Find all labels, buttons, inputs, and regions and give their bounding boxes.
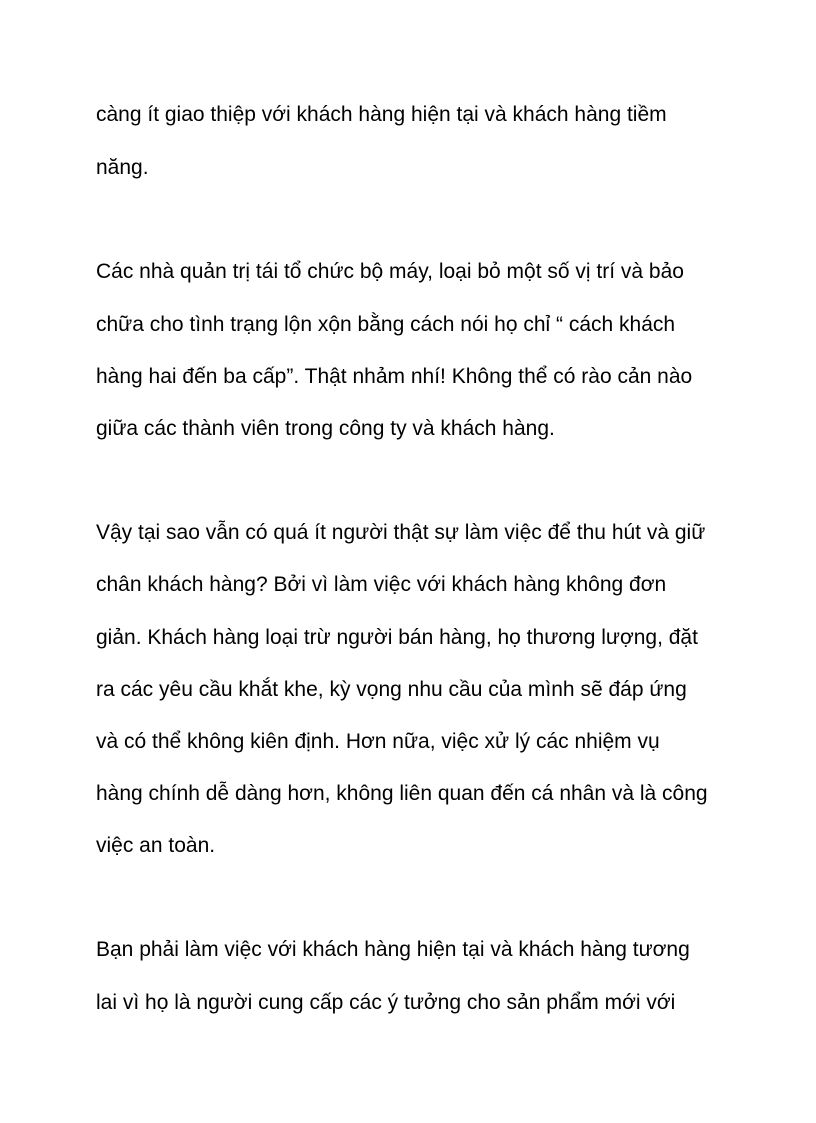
paragraph-line: Vậy tại sao vẫn có quá ít người thật sự làm việc để thu hút và giữ bbox=[96, 521, 706, 544]
paragraph-line: chữa cho tình trạng lộn xộn bằng cách nói họ chỉ “ cách khách bbox=[96, 313, 676, 336]
paragraph-line: việc an toàn. bbox=[96, 834, 216, 857]
paragraph-line: chân khách hàng? Bởi vì làm việc với khách hàng không đơn bbox=[96, 573, 667, 596]
paragraph-line: càng ít giao thiệp với khách hàng hiện tại và khách hàng tiềm bbox=[96, 103, 667, 126]
paragraph-line: giữa các thành viên trong công ty và khách hàng. bbox=[96, 417, 555, 440]
paragraph-line: giản. Khách hàng loại trừ người bán hàng, họ thương lượng, đặt bbox=[96, 626, 698, 649]
paragraph-line: lai vì họ là người cung cấp các ý tưởng cho sản phẩm mới với bbox=[96, 991, 676, 1014]
paragraph-line: hàng chính dễ dàng hơn, không liên quan đến cá nhân và là công bbox=[96, 782, 708, 805]
paragraph-line: Bạn phải làm việc với khách hàng hiện tại và khách hàng tương bbox=[96, 938, 690, 961]
paragraph-line: hàng hai đến ba cấp”. Thật nhảm nhí! Không thể có rào cản nào bbox=[96, 365, 693, 388]
paragraph-line: năng. bbox=[96, 156, 149, 179]
paragraph-line: và có thể không kiên định. Hơn nữa, việc xử lý các nhiệm vụ bbox=[96, 730, 660, 753]
paragraph-line: Các nhà quản trị tái tổ chức bộ máy, loại bỏ một số vị trí và bảo bbox=[96, 260, 684, 283]
paragraph-line: ra các yêu cầu khắt khe, kỳ vọng nhu cầu của mình sẽ đáp ứng bbox=[96, 678, 687, 701]
